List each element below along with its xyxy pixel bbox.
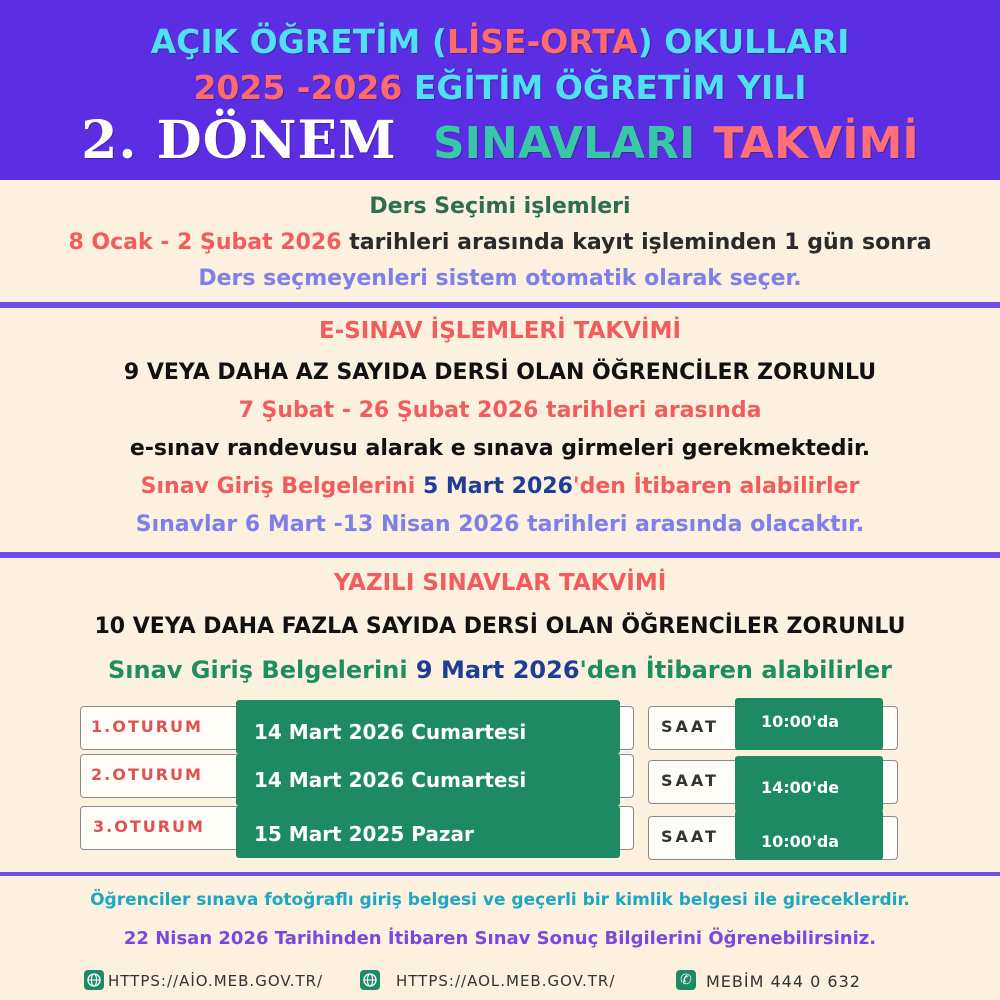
yazili-line-1: 10 VEYA DAHA FAZLA SAYIDA DERSİ OLAN ÖĞRENCİLER ZORUNLU — [94, 614, 906, 639]
session-1-date: 14 Mart 2026 Cumartesi — [254, 720, 527, 744]
footer-link-aio[interactable]: HTTPS://AİO.MEB.GOV.TR/ — [108, 972, 324, 990]
session-3-saat: SAAT — [661, 827, 719, 846]
esinav-title: E-SINAV İŞLEMLERİ TAKVİMİ — [318, 318, 682, 344]
header-line-1-c: ) OKULLARI — [637, 22, 850, 61]
esinav-line-4 — [0, 474, 1000, 499]
yazili-belge-suffix: 'den İtibaren alabilirler — [579, 656, 892, 684]
note-line-1: Öğrenciler sınava fotoğraflı giriş belgesi ve geçerli bir kimlik belgesi ile gireceklerdir. — [90, 890, 910, 910]
separator-2 — [0, 552, 1000, 558]
esinav-belge-date: 5 Mart 2026 — [422, 474, 573, 499]
session-3-time-box — [735, 810, 883, 860]
ders-secimi-line-1 — [0, 230, 1000, 255]
session-1-saat: SAAT — [661, 717, 719, 736]
esinav-line-1: 9 VEYA DAHA AZ SAYIDA DERSİ OLAN ÖĞRENCİLER ZORUNLU — [123, 360, 877, 385]
yazili-title: YAZILI SINAVLAR TAKVİMİ — [333, 570, 667, 596]
globe-icon — [84, 970, 104, 990]
esinav-belge-text: Sınav Giriş Belgelerini — [140, 474, 423, 499]
header-line-1-a: AÇIK ÖĞRETİM ( — [150, 22, 447, 61]
session-2-time-box — [735, 756, 883, 812]
session-2-date-box — [236, 754, 620, 806]
header-year: 2025 -2026 — [193, 68, 403, 107]
session-1-date-box — [236, 700, 620, 754]
session-3-date: 15 Mart 2025 Pazar — [254, 822, 474, 846]
header-year-text: EĞİTİM ÖĞRETİM YILI — [402, 68, 807, 107]
esinav-line-5: Sınavlar 6 Mart -13 Nisan 2026 tarihleri arasında olacaktır. — [135, 512, 865, 537]
ders-secimi-line-2: Ders seçmeyenleri sistem otomatik olarak seçer. — [198, 266, 802, 291]
separator-1 — [0, 302, 1000, 308]
header-sinavlari: SINAVLARI — [432, 118, 696, 169]
esinav-line-2: 7 Şubat - 26 Şubat 2026 tarihleri arasında — [238, 398, 762, 423]
session-2-label: 2.OTURUM — [91, 765, 203, 784]
footer-link-aol[interactable]: HTTPS://AOL.MEB.GOV.TR/ — [396, 972, 616, 990]
yazili-belge-date: 9 Mart 2026 — [415, 656, 580, 684]
phone-icon: ✆ — [676, 970, 696, 990]
esinav-line-3: e-sınav randevusu alarak e sınava girmeleri gerekmektedir. — [129, 436, 871, 461]
header-takvimi: TAKVİMİ — [713, 118, 919, 169]
session-2-saat: SAAT — [661, 771, 719, 790]
ders-secimi-dates: 8 Ocak - 2 Şubat 2026 — [68, 230, 342, 255]
separator-3 — [0, 872, 1000, 876]
header-banner — [0, 0, 1000, 180]
session-2-time: 14:00'de — [761, 778, 840, 797]
header-line-1-b: LİSE-ORTA — [446, 22, 638, 61]
yazili-line-2 — [0, 656, 1000, 684]
session-3-date-box — [236, 806, 620, 858]
session-3-label: 3.OTURUM — [93, 817, 205, 836]
globe-icon — [360, 970, 380, 990]
session-3-time: 10:00'da — [761, 832, 840, 851]
session-1-label: 1.OTURUM — [91, 717, 203, 736]
header-line-1 — [0, 22, 1000, 61]
footer-phone: MEBİM 444 0 632 — [706, 972, 861, 991]
session-2-date: 14 Mart 2026 Cumartesi — [254, 768, 527, 792]
ders-secimi-title: Ders Seçimi işlemleri — [369, 194, 631, 219]
esinav-belge-suffix: 'den İtibaren alabilirler — [572, 474, 860, 499]
header-line-3 — [0, 110, 1000, 171]
header-donem: 2. DÖNEM — [81, 110, 397, 171]
ders-secimi-info: tarihleri arasında kayıt işleminden 1 gün sonra — [341, 230, 932, 255]
session-1-time: 10:00'da — [761, 712, 840, 731]
note-line-2: 22 Nisan 2026 Tarihinden İtibaren Sınav Sonuç Bilgilerini Öğrenebilirsiniz. — [123, 928, 877, 949]
header-line-2 — [0, 68, 1000, 107]
yazili-belge-text: Sınav Giriş Belgelerini — [108, 656, 416, 684]
session-1-time-box — [735, 698, 883, 750]
